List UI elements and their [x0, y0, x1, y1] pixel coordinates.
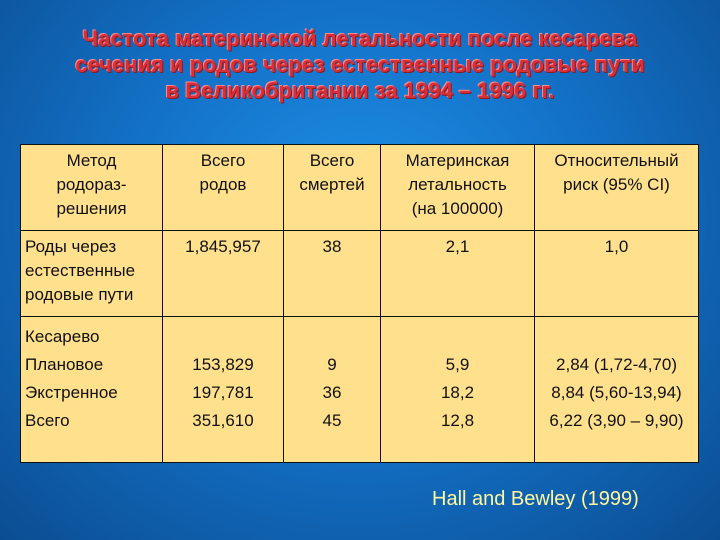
row-cesarean-births: 153,829 197,781 351,610 [163, 317, 284, 463]
header-method: Метод родораз- решения [21, 145, 163, 231]
row-cesarean-deaths: 9 36 45 [284, 317, 381, 463]
header-total-births: Всего родов [163, 145, 284, 231]
citation: Hall and Bewley (1999) [432, 488, 639, 510]
table-row [21, 231, 699, 317]
row-vaginal-births: 1,845,957 [163, 231, 284, 317]
row-vaginal-method: Роды через естественные родовые пути [21, 231, 163, 317]
row-vaginal-risk: 1,0 [535, 231, 699, 317]
title-line-2: сечения и родов через естественные родовые пути [75, 52, 645, 77]
header-maternal-mortality: Материнская летальность (на 100000) [381, 145, 535, 231]
mortality-table [20, 144, 699, 463]
row-cesarean-method: Кесарево Плановое Экстренное Всего [21, 317, 163, 463]
table-header-row [21, 145, 699, 231]
row-vaginal-deaths: 38 [284, 231, 381, 317]
row-cesarean-mortality: 5,9 18,2 12,8 [381, 317, 535, 463]
header-total-deaths: Всего смертей [284, 145, 381, 231]
table-row [21, 317, 699, 463]
header-relative-risk: Относительный риск (95% CI) [535, 145, 699, 231]
slide-title [30, 26, 690, 104]
row-vaginal-mortality: 2,1 [381, 231, 535, 317]
title-line-1: Частота материнской летальности после кесарева [82, 26, 638, 51]
row-cesarean-risk: 2,84 (1,72-4,70) 8,84 (5,60-13,94) 6,22 (3,90 – 9,90) [535, 317, 699, 463]
title-line-3: в Великобритании за 1994 – 1996 гг. [165, 78, 555, 103]
